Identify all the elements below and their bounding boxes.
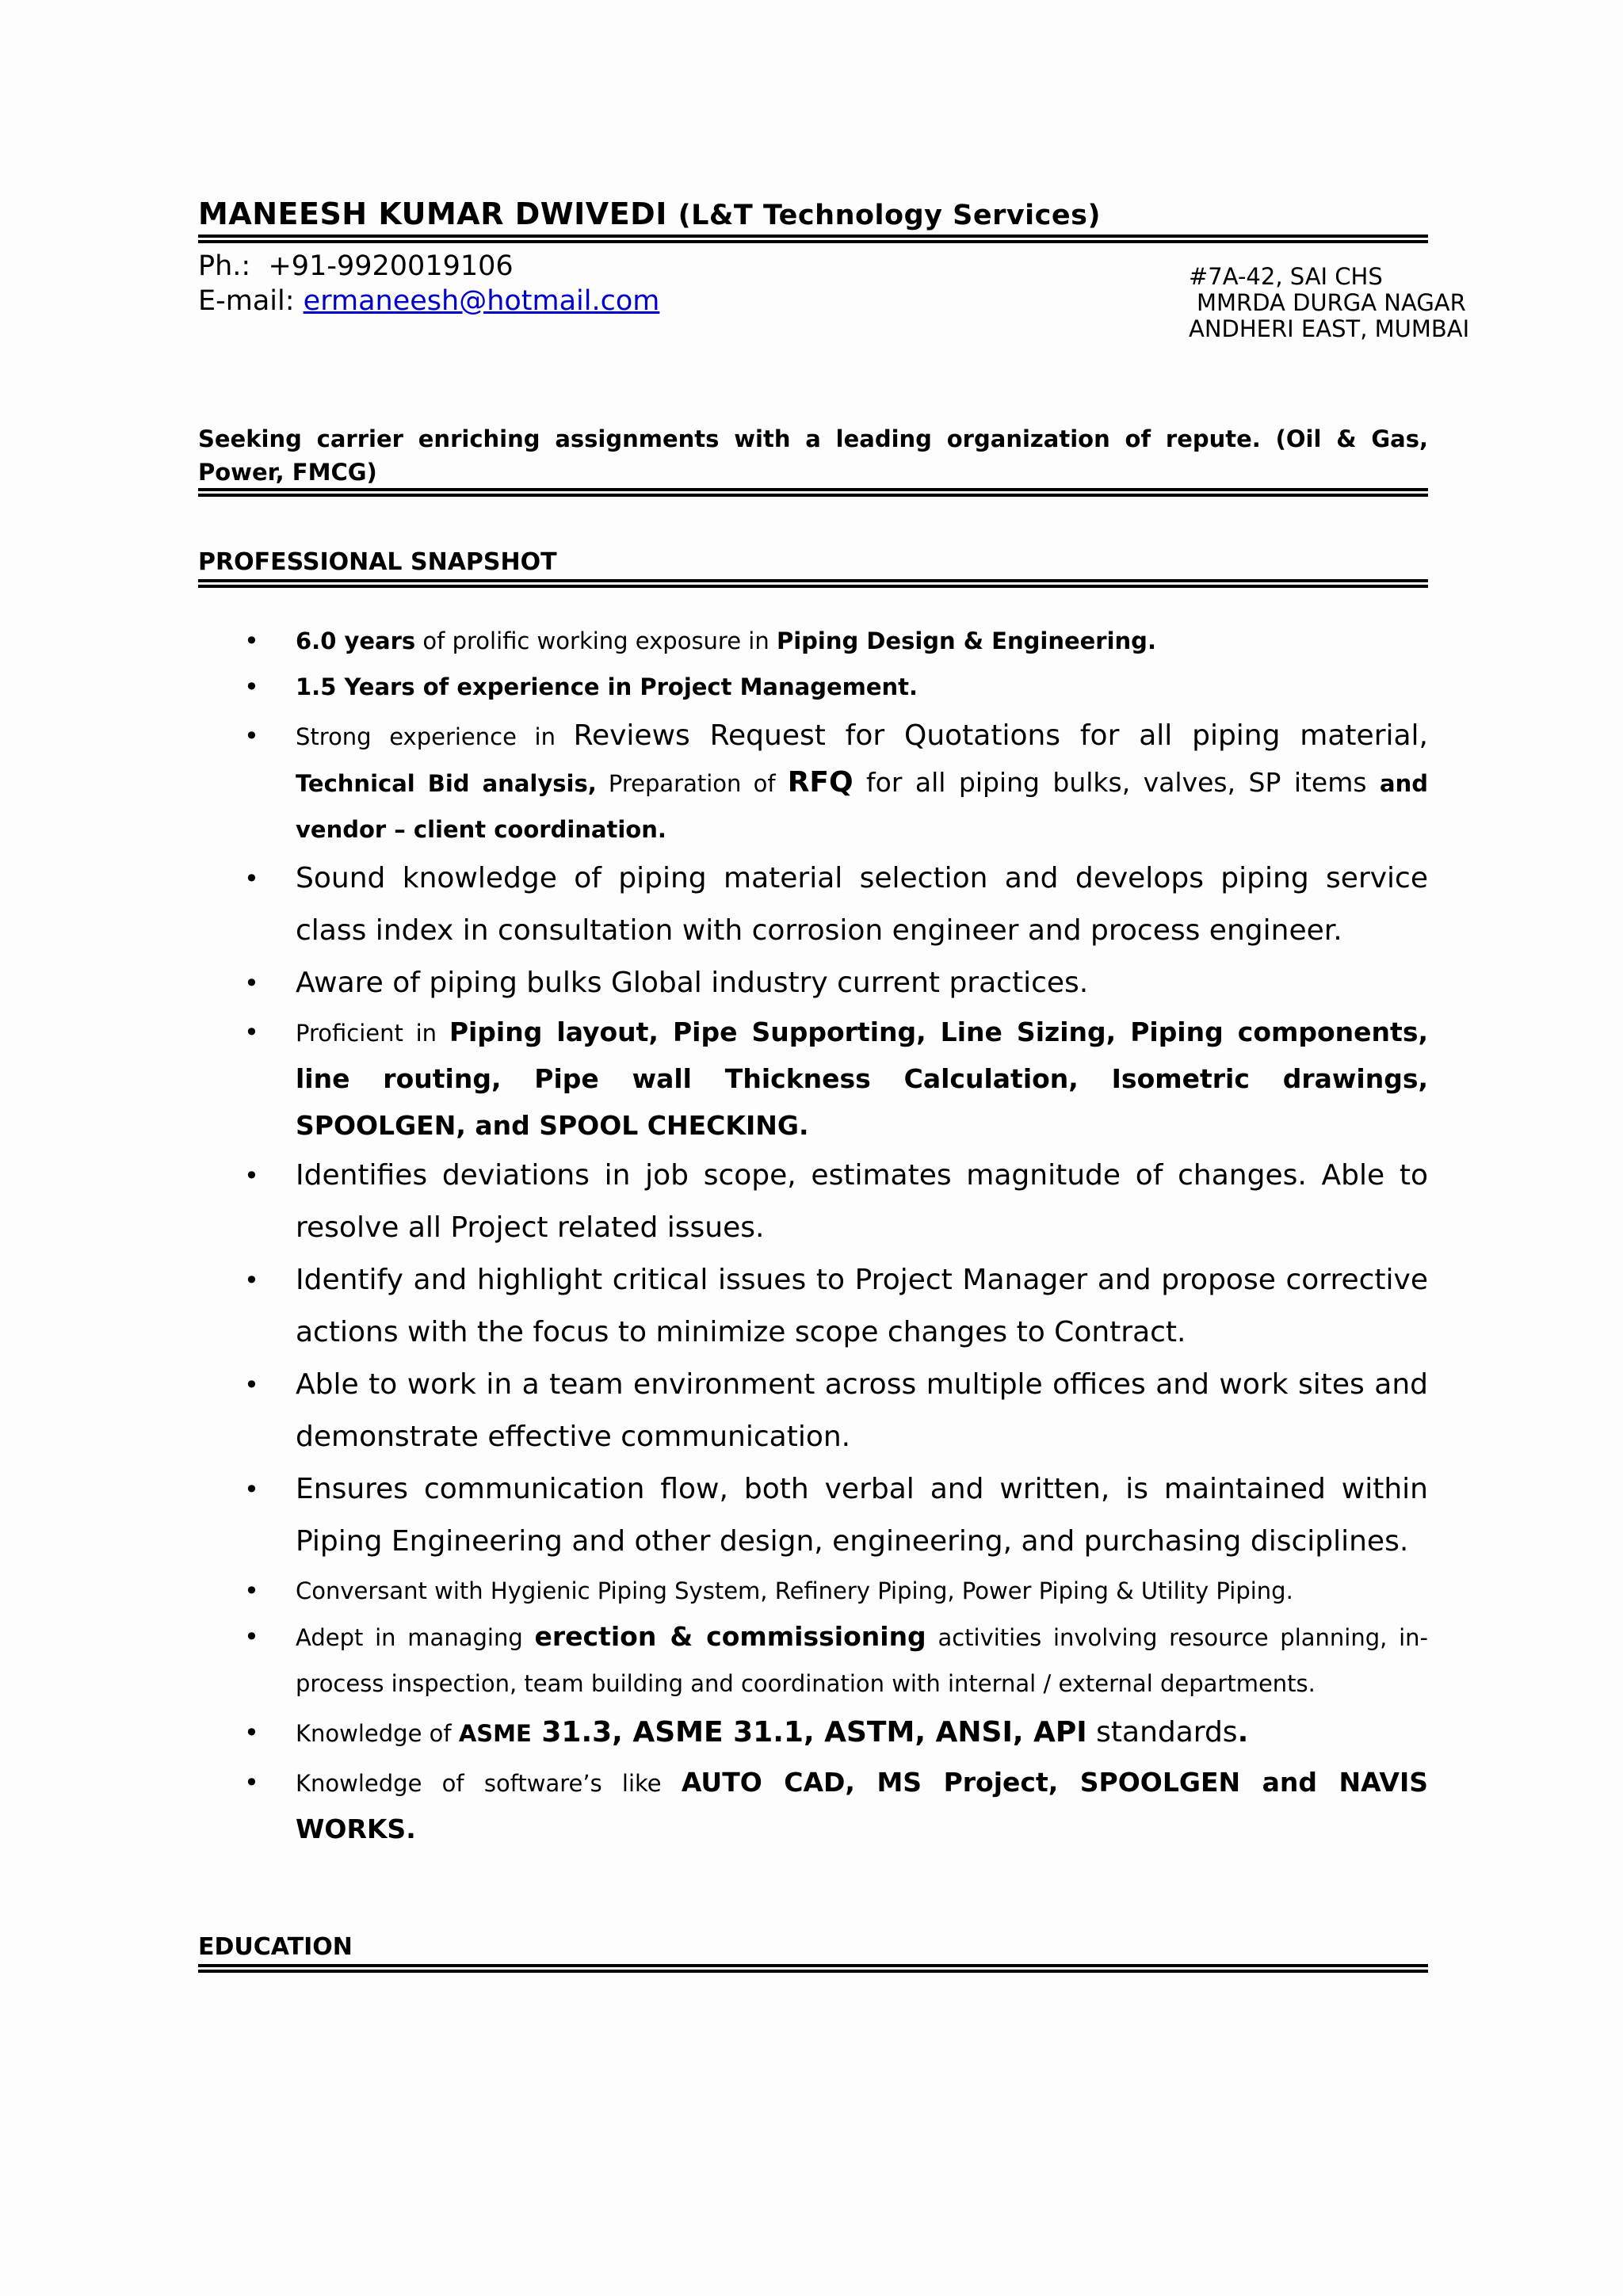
- candidate-name-heading: [198, 196, 1426, 231]
- list-item: • 6.0 years of prolific working exposure in Piping Design & Engineering.: [198, 618, 1428, 664]
- list-item: • Aware of piping bulks Global industry current practices.: [198, 957, 1428, 1009]
- phone-label: Ph.:: [198, 250, 251, 282]
- education-divider: [198, 1964, 1428, 1973]
- phone-number: +91-9920019106: [268, 250, 514, 282]
- list-item: • Adept in managing erection & commissioning activities involving resource planning, in-process inspection, team building and coordination with internal / external departments.: [198, 1614, 1428, 1707]
- candidate-name: MANEESH KUMAR DWIVEDI: [198, 196, 667, 231]
- career-objective: Seeking carrier enriching assignments with a leading organization of repute. (Oil & Gas, Power, FMCG): [198, 425, 1428, 486]
- email-link[interactable]: ermaneesh@hotmail.com: [303, 285, 660, 317]
- snapshot-list: [198, 618, 1428, 1853]
- address-line-3: ANDHERI EAST, MUMBAI: [1189, 315, 1470, 342]
- list-item: • Identifies deviations in job scope, estimates magnitude of changes. Able to resolve all Project related issues.: [198, 1150, 1428, 1254]
- list-item: • Identify and highlight critical issues to Project Manager and propose corrective actions with the focus to minimize scope changes to Contract.: [198, 1254, 1428, 1359]
- header-divider: [198, 235, 1428, 243]
- list-item: • Knowledge of software’s like AUTO CAD, MS Project, SPOOLGEN and NAVIS WORKS.: [198, 1760, 1428, 1853]
- current-company: (L&T Technology Services): [678, 200, 1101, 231]
- list-item: • Knowledge of ASME 31.3, ASME 31.1, ASTM, ANSI, API standards.: [198, 1707, 1428, 1760]
- list-item: • Ensures communication flow, both verbal and written, is maintained within Piping Engineering and other design, engineering, and purchasing disciplines.: [198, 1463, 1428, 1568]
- professional-snapshot-heading: PROFESSIONAL SNAPSHOT: [198, 548, 557, 576]
- address-line-2: MMRDA DURGA NAGAR: [1197, 289, 1466, 316]
- list-item: • Strong experience in Reviews Request for Quotations for all piping material, Technical Bid analysis, Preparation of RFQ for all piping bulks, valves, SP items and vendor – client coordination.: [198, 713, 1428, 852]
- education-heading: EDUCATION: [198, 1933, 353, 1961]
- address-line-1: #7A-42, SAI CHS: [1189, 263, 1383, 290]
- list-item: • Conversant with Hygienic Piping System, Refinery Piping, Power Piping & Utility Piping.: [198, 1568, 1428, 1614]
- list-item: • Able to work in a team environment across multiple offices and work sites and demonstrate effective communication.: [198, 1359, 1428, 1463]
- email-line: [198, 284, 659, 318]
- contact-block: [198, 249, 659, 318]
- address-block: [1189, 264, 1469, 342]
- list-item: • Proficient in Piping layout, Pipe Supporting, Line Sizing, Piping components, line routing, Pipe wall Thickness Calculation, Isometric drawings, SPOOLGEN, and SPOOL CHECKING.: [198, 1009, 1428, 1150]
- list-item: • Sound knowledge of piping material selection and develops piping service class index in consultation with corrosion engineer and process engineer.: [198, 852, 1428, 957]
- email-label: E-mail:: [198, 285, 295, 317]
- list-item: • 1.5 Years of experience in Project Management.: [198, 664, 1428, 710]
- phone-line: [198, 249, 659, 284]
- snapshot-divider: [198, 579, 1428, 588]
- objective-divider: [198, 488, 1428, 497]
